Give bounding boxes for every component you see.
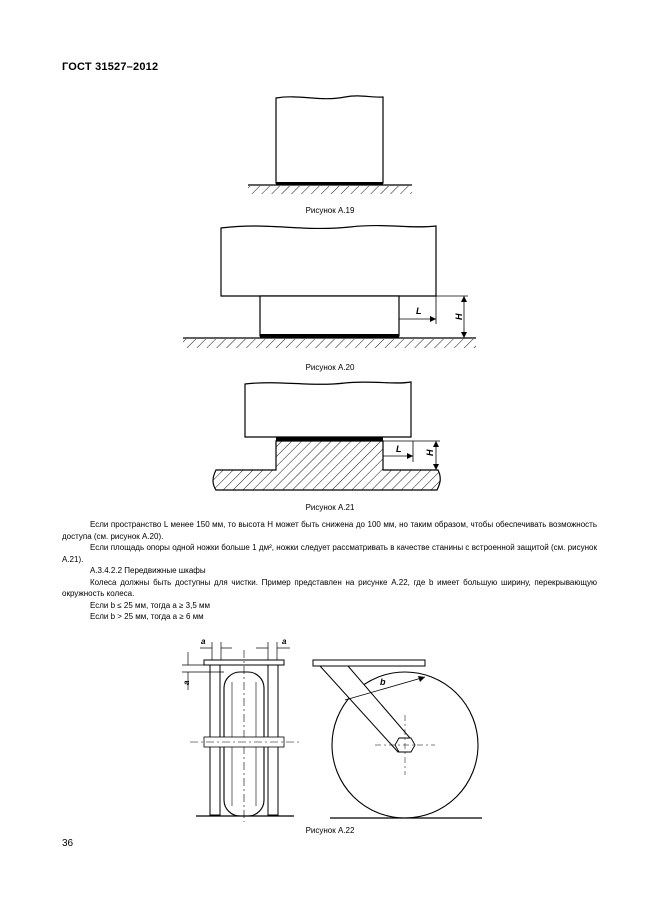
label-b: b — [380, 677, 386, 687]
paragraph-space-L: Если пространство L менее 150 мм, то высота H может быть снижена до 100 мм, но таким образом, чтобы обеспечивать возможность доступа (см. рисунок А.20). — [62, 520, 597, 541]
condition-b-large: Если b > 25 мм, тогда a ≥ 6 мм — [90, 612, 204, 621]
caption-a20: Рисунок А.20 — [305, 363, 355, 372]
caption-a21: Рисунок А.21 — [305, 503, 355, 512]
condition-b-small: Если b ≤ 25 мм, тогда a ≥ 3,5 мм — [90, 600, 211, 610]
label-a-right: a — [282, 637, 287, 646]
label-a-left: a — [201, 637, 206, 646]
label-H-a21: H — [425, 449, 435, 456]
caption-a22: Рисунок А.22 — [305, 826, 355, 835]
label-a-vertical: a — [182, 680, 191, 685]
caption-a19: Рисунок А.19 — [305, 206, 355, 215]
page-number: 36 — [62, 838, 74, 849]
label-H: H — [454, 313, 464, 320]
section-heading-mobile-cabinets: А.3.4.2.2 Передвижные шкафы — [90, 566, 206, 575]
document-id: ГОСТ 31527–2012 — [62, 61, 159, 73]
label-L: L — [416, 306, 422, 316]
paragraph-wheels: Колеса должны быть доступны для чистки. Пример представлен на рисунке А.22, где b имеет большую ширину, перекрывающую окружность колеса. — [62, 577, 597, 598]
label-L-a21: L — [396, 444, 402, 454]
paragraph-support-area: Если площадь опоры одной ножки больше 1 дм², ножки следует рассматривать в качестве станины с встроенной защитой (см. рисунок А.21). — [62, 543, 597, 564]
